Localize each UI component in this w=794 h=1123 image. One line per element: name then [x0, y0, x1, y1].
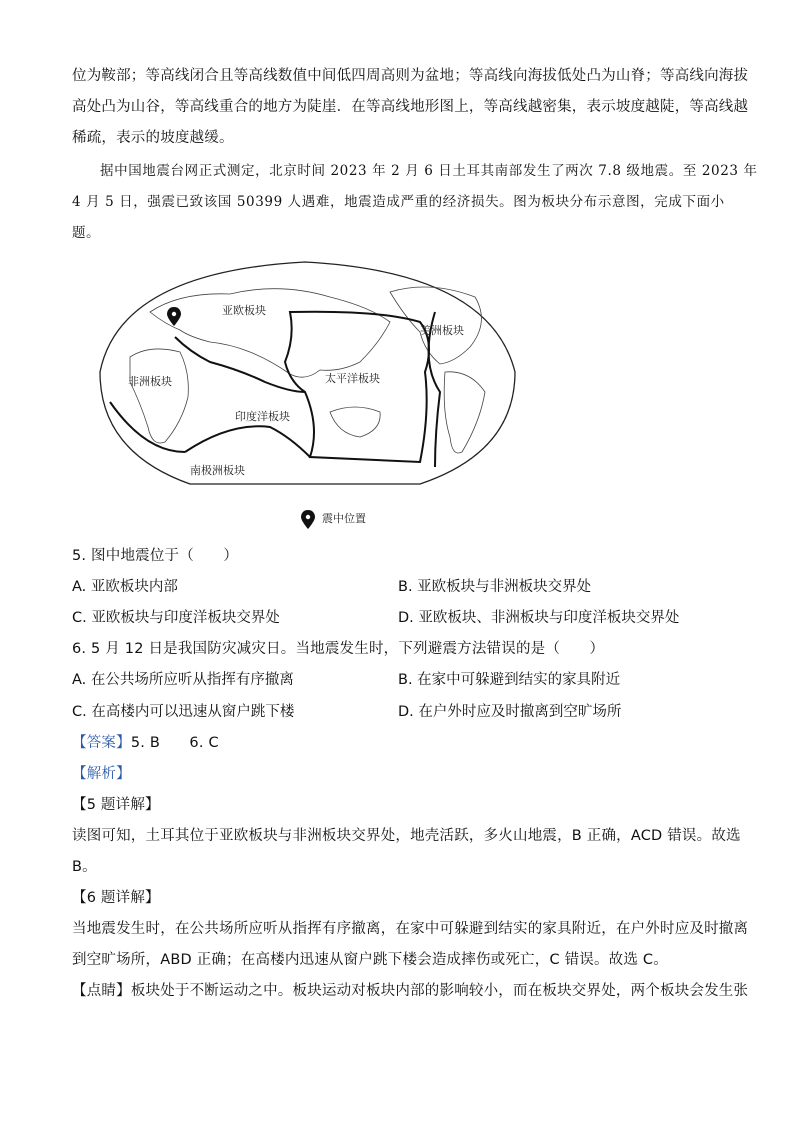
detail6-line-2: 到空旷场所，ABD 正确；在高楼内迅速从窗户跳下楼会造成摔伤或死亡，C 错误。故选 C。 — [72, 952, 668, 968]
plate-map — [90, 252, 520, 532]
note-row — [72, 981, 748, 1001]
plate-boundary-pacific — [285, 312, 429, 462]
note-label: 【点睛】 — [72, 983, 131, 999]
legend-label: 震中位置 — [322, 512, 366, 525]
note-text: 板块处于不断运动之中。板块运动对板块内部的影响较小，而在板块交界处，两个板块会发生张 — [130, 983, 749, 999]
label-pacific: 太平洋板块 — [325, 372, 380, 385]
q6-stem: 6. 5 月 12 日是我国防灾减灾日。当地震发生时，下列避震方法错误的是（ ） — [72, 641, 605, 657]
legend-epicenter-icon — [301, 510, 315, 529]
label-america: 美洲板块 — [420, 324, 464, 337]
passage-line-2: 4 月 5 日，强震已致该国 50399 人遇难，地震造成严重的经济损失。图为板块分布示意图，完成下面小 — [72, 194, 725, 210]
label-africa: 非洲板块 — [128, 375, 172, 388]
passage-line-1: 据中国地震台网正式测定，北京时间 2023 年 2 月 6 日土耳其南部发生了两次 7.8 级地震。至 2023 年 — [100, 163, 758, 179]
answer-text: 5. B 6. C — [130, 735, 219, 751]
epicenter-marker-icon — [167, 307, 181, 326]
detail6-line-1: 当地震发生时，在公共场所应听从指挥有序撤离，在家中可躲避到结实的家具附近，在户外时应及时撤离 — [72, 921, 749, 937]
passage-line-3: 题。 — [72, 225, 101, 241]
label-indian: 印度洋板块 — [235, 410, 290, 423]
q6-option-c[interactable]: C. 在高楼内可以迅速从窗户跳下楼 — [72, 704, 295, 720]
intro-line-3: 稀疏，表示的坡度越缓。 — [72, 130, 234, 146]
plate-boundary-indian — [175, 337, 310, 457]
analysis-label: 【解析】 — [72, 766, 131, 782]
continent-south-america — [444, 372, 485, 453]
map-outline — [100, 262, 515, 484]
plate-boundary-africa — [110, 402, 185, 452]
q5-option-c[interactable]: C. 亚欧板块与印度洋板块交界处 — [72, 610, 280, 626]
q5-stem: 5. 图中地震位于（ ） — [72, 548, 239, 564]
q5-option-b[interactable]: B. 亚欧板块与非洲板块交界处 — [398, 579, 592, 595]
answer-row — [72, 733, 219, 753]
intro-line-2: 高处凸为山谷，等高线重合的地方为陡崖．在等高线地形图上，等高线越密集，表示坡度越陡，等高线越 — [72, 99, 749, 115]
label-antarctic: 南极洲板块 — [190, 464, 245, 477]
detail5-line-2: B。 — [72, 859, 97, 875]
q6-option-b[interactable]: B. 在家中可躲避到结实的家具附近 — [398, 672, 621, 688]
q5-option-d[interactable]: D. 亚欧板块、非洲板块与印度洋板块交界处 — [398, 610, 680, 626]
q5-option-a[interactable]: A. 亚欧板块内部 — [72, 579, 178, 595]
answer-label: 【答案】 — [72, 735, 131, 751]
q6-option-d[interactable]: D. 在户外时应及时撤离到空旷场所 — [398, 704, 622, 720]
label-eurasia: 亚欧板块 — [222, 304, 266, 317]
detail6-label: 【6 题详解】 — [72, 890, 160, 906]
continent-australia — [330, 407, 380, 437]
q6-option-a[interactable]: A. 在公共场所应听从指挥有序撤离 — [72, 672, 294, 688]
intro-line-1: 位为鞍部；等高线闭合且等高线数值中间低四周高则为盆地；等高线向海拔低处凸为山脊；等高线向海拔 — [72, 68, 749, 84]
detail5-line-1: 读图可知，土耳其位于亚欧板块与非洲板块交界处，地壳活跃，多火山地震，B 正确，ACD 错误。故选 — [72, 828, 741, 844]
continent-africa — [130, 349, 188, 443]
continent-eurasia — [150, 289, 390, 378]
detail5-label: 【5 题详解】 — [72, 797, 160, 813]
